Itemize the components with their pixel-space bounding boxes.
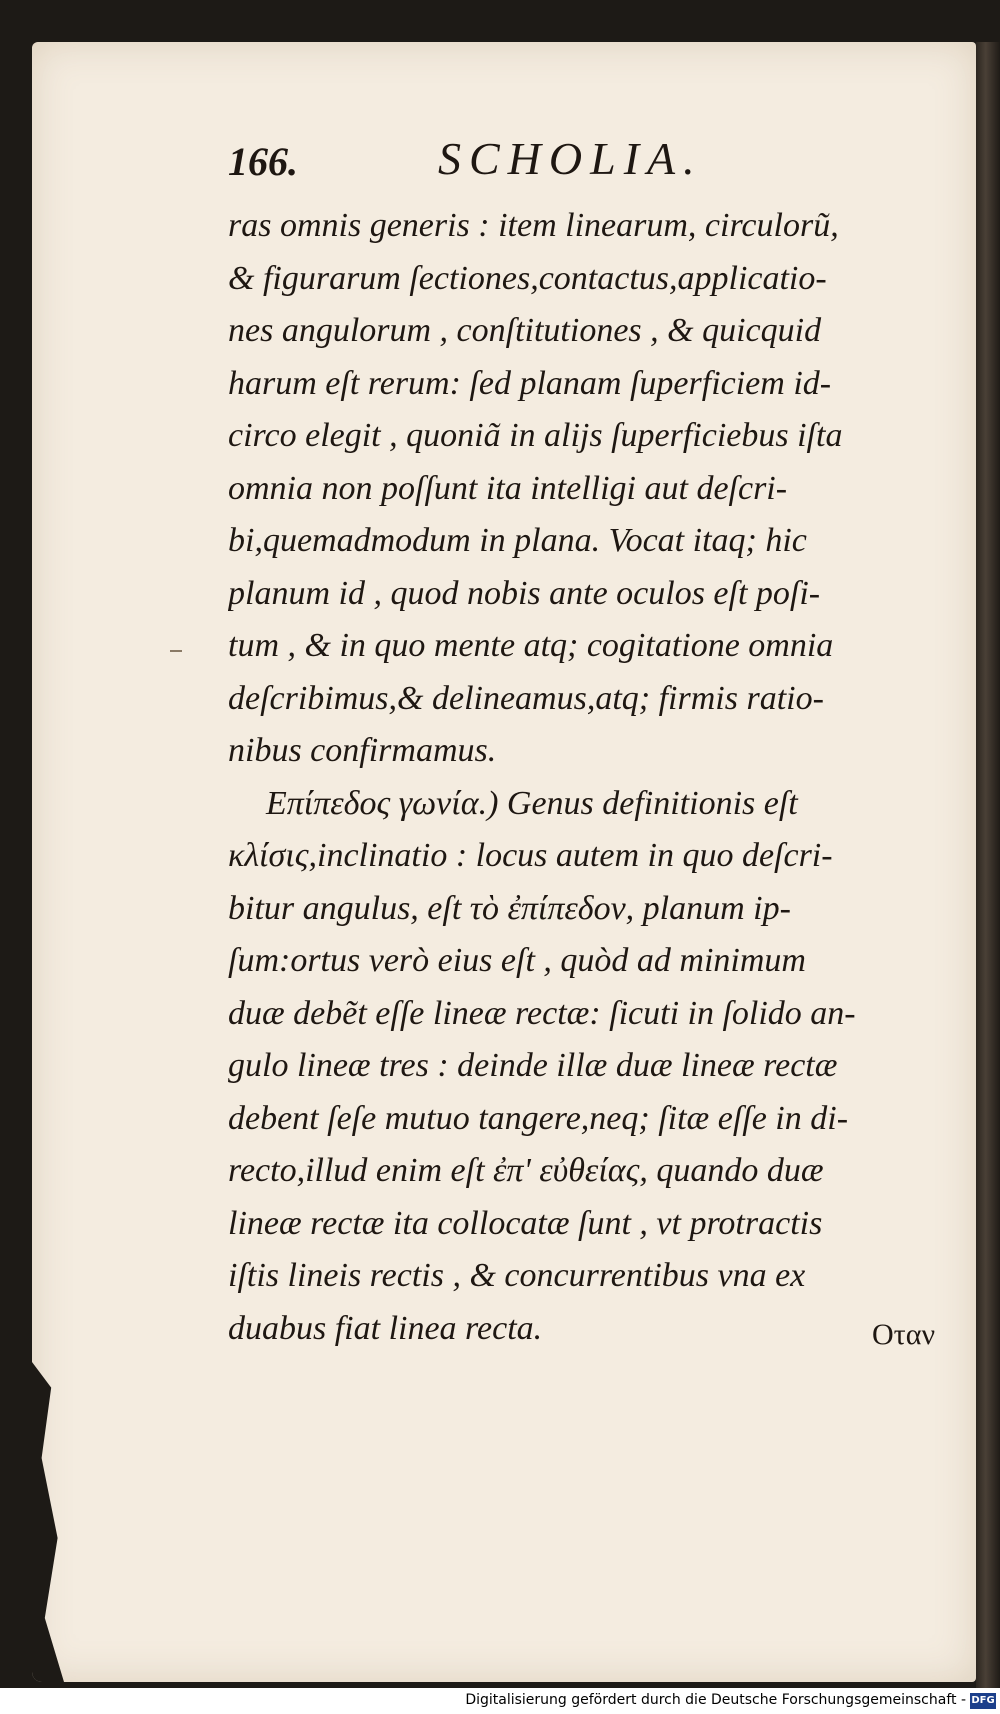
- text-line: omnia non poſſunt ita intelligi aut deſcri-: [228, 469, 788, 507]
- text-line: planum id , quod nobis ante oculos eſt poſi-: [228, 574, 821, 612]
- text-line: harum eſt rerum: ſed planam ſuperficiem id-: [228, 364, 832, 402]
- text-line: iſtis lineis rectis , & concurrentibus vna ex: [228, 1257, 806, 1294]
- text-line: circo elegit , quoniã in alijs ſuperficiebus iſta: [228, 417, 843, 454]
- text-line: recto,illud enim eſt ἐπ' εὐθείας, quando duæ: [228, 1152, 824, 1189]
- text-line: nes angulorum , conſtitutiones , & quicquid: [228, 312, 822, 349]
- catchword: Οταν: [872, 1318, 936, 1351]
- text-line: gulo lineæ tres : deinde illæ duæ lineæ rectæ: [228, 1047, 838, 1084]
- text-line: duæ debẽt eſſe lineæ rectæ: ſicuti in ſolido an-: [228, 994, 856, 1032]
- text-line: tum , & in quo mente atq; cogitatione omnia: [228, 627, 834, 664]
- text-line: bitur angulus, eſt τὸ ἐπίπεδον, planum ip-: [228, 889, 791, 927]
- margin-mark: [170, 650, 182, 652]
- text-line: bi,quemadmodum in plana. Vocat itaq; hic: [228, 522, 807, 559]
- body-text: [228, 200, 948, 1355]
- digitization-credit: Digitalisierung gefördert durch die Deutsche Forschungsgemeinschaft -: [465, 1692, 966, 1708]
- text-line: duabus fiat linea recta.: [228, 1309, 543, 1347]
- text-line: & figurarum ſectiones,contactus,applicatio-: [228, 259, 827, 297]
- text-line: deſcribimus,& delineamus,atq; firmis ratio-: [228, 679, 824, 717]
- page-header: [228, 132, 928, 192]
- text-line: ras omnis generis : item linearum, circulorũ,: [228, 207, 839, 244]
- text-line: κλίσις,inclinatio : locus autem in quo deſcri-: [228, 837, 833, 874]
- footer-bar: [0, 1690, 1000, 1714]
- text-line: ſum:ortus verò eius eſt , quòd ad minimum: [228, 942, 806, 979]
- book-edge: [976, 42, 1000, 1688]
- text-line: lineæ rectæ ita collocatæ ſunt , vt protractis: [228, 1204, 823, 1242]
- dfg-logo: DFG: [970, 1693, 996, 1709]
- text-line: Επίπεδος γωνία.) Genus definitionis eſt: [266, 784, 798, 822]
- running-title: SCHOLIA.: [438, 133, 703, 184]
- text-line: nibus confirmamus.: [228, 732, 497, 769]
- text-line: debent ſeſe mutuo tangere,neq; ſitæ eſſe in di-: [228, 1099, 849, 1137]
- page-number: 166.: [228, 139, 298, 184]
